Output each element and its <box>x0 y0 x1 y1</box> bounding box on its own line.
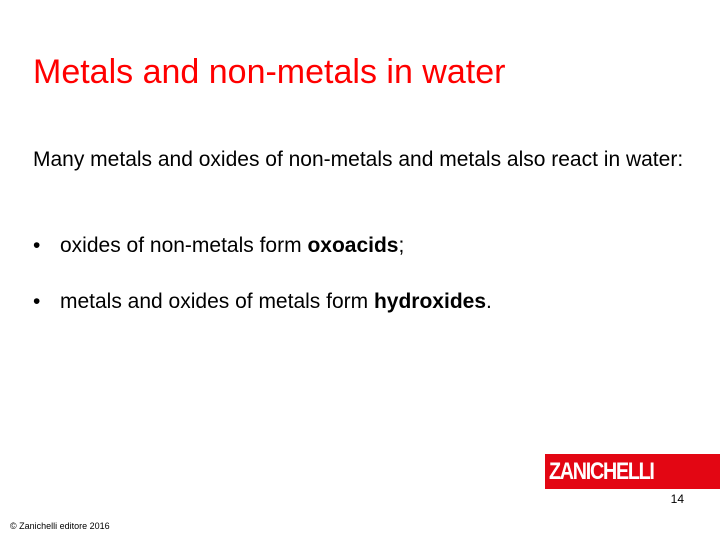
bullet-keyword: oxoacids <box>307 234 399 257</box>
copyright-footer: © Zanichelli editore 2016 <box>10 521 110 531</box>
logo-text: ZANICHELLI <box>549 457 654 485</box>
zanichelli-logo <box>545 454 720 489</box>
page-number: 14 <box>670 492 684 506</box>
bullet-punctuation: ; <box>398 234 405 257</box>
bullet-keyword: hydroxides <box>373 290 487 313</box>
bullet-text: metals and oxides of metals form <box>60 290 374 313</box>
intro-paragraph: Many metals and oxides of non-metals and metals also react in water: <box>33 148 684 171</box>
bullet-text: oxides of non-metals form <box>60 234 308 257</box>
bullet-marker: • <box>33 290 41 313</box>
slide-title: Metals and non-metals in water <box>33 53 506 91</box>
bullet-item <box>33 232 404 260</box>
bullet-punctuation: . <box>486 290 492 313</box>
bullet-item <box>33 288 492 316</box>
bullet-marker: • <box>33 234 41 257</box>
